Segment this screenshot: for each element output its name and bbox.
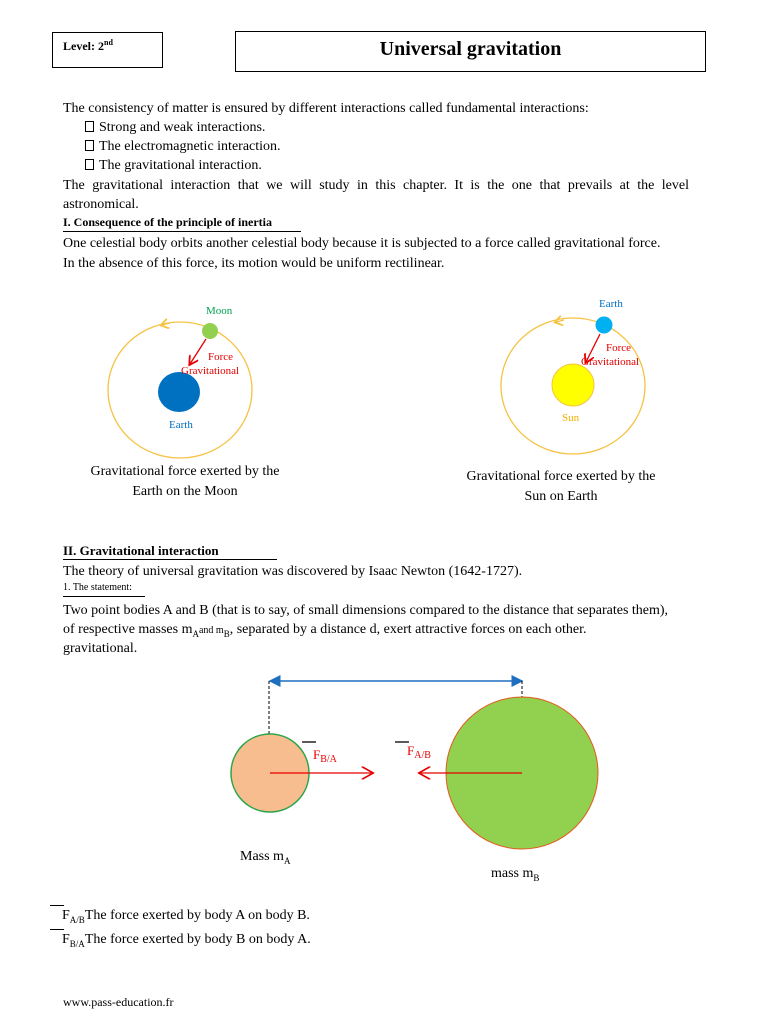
section2-subheading: 1. The statement:: [63, 582, 132, 593]
fba-label: $F_{B/A}$: [313, 747, 337, 765]
earth-body: [158, 372, 200, 412]
two-masses-diagram: [220, 670, 610, 855]
bullet-box-icon: [85, 121, 94, 132]
force-label-1: Force: [208, 351, 234, 363]
level-box: [52, 32, 163, 68]
bullet-box-icon: [85, 159, 94, 170]
section2-line1: The theory of universal gravitation was discovered by Isaac Newton (1642-1727).: [63, 564, 523, 579]
orbit-direction-arrow: [556, 320, 564, 322]
moon-label: Moon: [206, 305, 233, 317]
section2-para2: of respective masses $m_Aand$ $m_B$, separated by a distance d, exert attractive forces on each other.: [63, 622, 587, 639]
intro-line1: The consistency of matter is ensured by different interactions called fundamental interactions:: [63, 101, 589, 116]
earth-body: [596, 317, 613, 334]
sun-earth-diagram: [490, 290, 660, 465]
intro-line2a: The gravitational interaction that we will study in this chapter. It is the one that prevails at the level: [63, 178, 689, 193]
section1-line2: In the absence of this force, its motion would be uniform rectilinear.: [63, 256, 445, 271]
vector-bar: [50, 905, 64, 906]
earth-moon-diagram: [100, 295, 290, 465]
fab-label: $F_{A/B}$: [407, 743, 431, 761]
bullet-box-icon: [85, 140, 94, 151]
intro-bullet-3: The gravitational interaction.: [85, 156, 262, 175]
earth-label: Earth: [169, 419, 193, 431]
section2-para3: gravitational.: [63, 641, 138, 656]
page-title: Universal gravitation: [379, 38, 562, 60]
section2-underline: [63, 559, 277, 560]
section1-underline: [63, 231, 301, 232]
intro-bullet-1: Strong and weak interactions.: [85, 118, 265, 137]
section1-heading: I. Consequence of the principle of inertia: [63, 215, 272, 229]
definition-fab: $F_{A/B}The$ force exerted by body A on body B.: [50, 906, 310, 930]
force-label-2: Gravitational: [581, 356, 640, 368]
section2-para1: Two point bodies A and B (that is to say, of small dimensions compared to the distance that separates them),: [63, 603, 669, 618]
mass-b-label: mass $m_B$: [491, 866, 540, 883]
force-label-2: Gravitational: [181, 365, 240, 377]
force-arrow: [190, 339, 206, 364]
footer-url[interactable]: www.pass-education.fr: [63, 995, 174, 1009]
caption-left: Gravitational force exerted by the Earth on the Moon: [90, 464, 280, 499]
definition-fba: $F_{B/A}The$ force exerted by body B on body A.: [50, 930, 311, 954]
intro-line2b: astronomical.: [63, 197, 139, 212]
vector-bar: [50, 929, 64, 930]
section1-line1: One celestial body orbits another celestial body because it is subjected to a force called gravitational force.: [63, 236, 661, 251]
caption-right: Gravitational force exerted by the Sun on Earth: [466, 469, 656, 504]
mass-a-label: Mass $m_A$: [240, 849, 291, 866]
force-label-1: Force: [606, 342, 632, 354]
moon-body: [202, 323, 218, 339]
earth-label: Earth: [599, 298, 623, 310]
intro-bullet-2: The electromagnetic interaction.: [85, 137, 281, 156]
sun-body: [552, 364, 594, 406]
subheading-underline: [63, 596, 145, 597]
title-box: [235, 31, 706, 72]
level-label: Level: 2nd: [63, 38, 113, 53]
section2-heading: II. Gravitational interaction: [63, 543, 219, 558]
sun-label: Sun: [562, 412, 580, 424]
